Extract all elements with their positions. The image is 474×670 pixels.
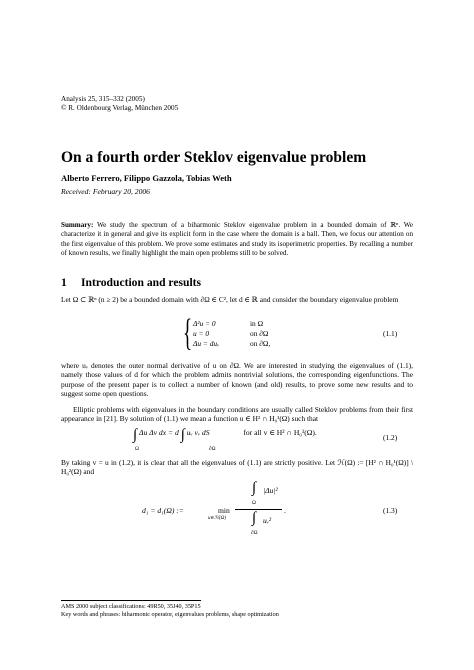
fraction-denominator: uᵥ² [263, 516, 272, 525]
section-heading [61, 276, 201, 289]
integral-sign: ∫ [133, 427, 138, 443]
footnotes [61, 603, 279, 619]
min-operator: min [218, 506, 230, 515]
system-row [193, 329, 269, 338]
system-row [193, 319, 264, 328]
system-rhs: on ∂Ω, [250, 339, 271, 348]
integral-sign: ∫ [252, 510, 257, 526]
equation-1-2 [133, 427, 317, 452]
keywords: Key words and phrases: biharmonic operator, eigenvalues problems, shape optimization [61, 611, 279, 619]
equation-1-1 [183, 312, 383, 357]
journal-header [61, 95, 178, 114]
system-lhs: u = 0 [193, 329, 210, 338]
equation-number: (1.1) [383, 329, 398, 338]
eq12-rhs: for all v ∈ H² ∩ H₀¹(Ω). [243, 428, 317, 437]
paragraph-4: By taking v = u in (1.2), it is clear that all the eigenvalues of (1.1) are strictly positive. Let ℋ(Ω) := [H² ∩ H₀¹(Ω)] \ H₀²(Ω) and [61, 458, 413, 477]
abstract-label: Summary: [61, 221, 94, 229]
integral-boundary: ∂Ω [209, 446, 216, 452]
fraction-numerator: |Δu|² [263, 486, 278, 495]
equation-number: (1.2) [383, 433, 398, 442]
integral-boundary: ∂Ω [251, 530, 258, 536]
equation-number: (1.3) [383, 506, 398, 515]
authors: Alberto Ferrero, Filippo Gazzola, Tobias Weth [61, 173, 232, 183]
integral-sign: ∫ [252, 480, 257, 496]
paper-title: On a fourth order Steklov eigenvalue problem [61, 149, 367, 166]
msc-classification: AMS 2000 subject classifications: 49R50, 35J40, 35P15 [61, 603, 201, 610]
journal-line: Analysis 25, 315–332 (2005) [61, 95, 145, 103]
abstract [61, 221, 413, 258]
system-rhs: on ∂Ω [250, 329, 269, 338]
section-title: Introduction and results [81, 276, 202, 289]
integral-domain: Ω [135, 446, 139, 452]
period: . [284, 506, 286, 515]
section-number: 1 [61, 276, 67, 289]
paragraph-3: Elliptic problems with eigenvalues in the boundary conditions are usually called Steklov problems from their first appearance in [21]. By solution of (1.1) we mean a function u ∈ H² ∩ H₀¹(Ω) such that [61, 405, 413, 424]
footnote-rule [61, 600, 201, 601]
system-lhs: Δ²u = 0 [193, 319, 216, 328]
equation-1-3 [142, 482, 392, 542]
copyright-line: © R. Oldenbourg Verlag, München 2005 [61, 104, 179, 113]
left-brace: { [183, 312, 193, 354]
system-row [193, 339, 271, 348]
fraction-bar [235, 509, 282, 510]
eq13-lhs: d₁ = d₁(Ω) := [142, 506, 184, 515]
system-lhs: Δu = duᵥ [193, 339, 220, 348]
paragraph-1: Let Ω ⊂ ℝⁿ (n ≥ 2) be a bounded domain with ∂Ω ∈ C², let d ∈ ℝ and consider the boundary eigenvalue problem [61, 295, 399, 304]
integral-sign: ∫ [180, 427, 185, 443]
eq12-integrand: uᵥ vᵥ dS [186, 428, 210, 437]
integral-domain: Ω [252, 500, 256, 506]
system-rhs: in Ω [250, 319, 264, 328]
abstract-text: We study the spectrum of a biharmonic Steklov eigenvalue problem in a bounded domain of ℝⁿ. We characterize it in general and give its explicit form in the case where the domain is a ball. Then, we focus our attention on the first eigenvalue of this problem. We prove some estimates and study its isoperimetric properties. By recalling a number of known results, we finally highlight the main open problems still to be solved. [61, 221, 413, 257]
received-date: Received: February 20, 2006 [61, 187, 150, 196]
eq12-lhs: Δu Δv dx = d [139, 428, 179, 437]
paragraph-2: where uᵥ denotes the outer normal derivative of u on ∂Ω. We are interested in studying the eigenvalues of (1.1), namely those values of d for which the problem admits nontrivial solutions, the corresponding eigenfunctions. The purpose of the present paper is to collect a number of known (and old) results, to prove some new results and to suggest some open questions. [61, 361, 413, 399]
min-subscript: u∈ℋ(Ω) [208, 516, 227, 521]
